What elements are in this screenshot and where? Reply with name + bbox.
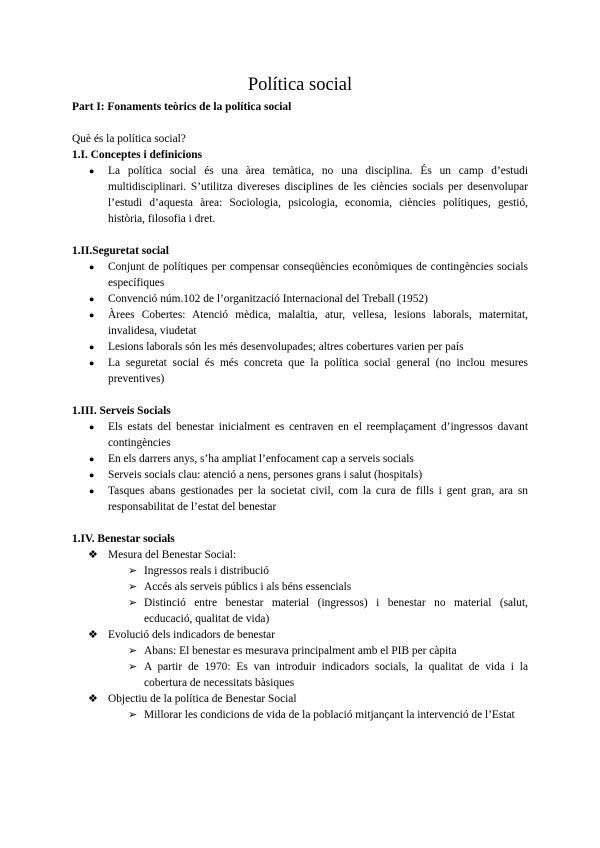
list-item: ● La política social és una àrea temàtica, no una disciplina. És un camp d’estudi multidisciplinari. S’utilitza divereses disciplines de les ciències socials per desenvolupar l’estudi d’aquesta àrea: Sociologia, psicologia, economia, ciències polítiques, gestió, història, filosofia i dret. — [89, 165, 528, 225]
section-1-list — [72, 163, 528, 227]
intro-question: Què és la política social? — [72, 133, 186, 145]
arrow-bullet-icon: ➢ — [128, 661, 138, 673]
bullet-icon: ● — [89, 294, 95, 304]
list-item: ● Lesions laborals són les més desenvolupades; altres cobertures varien per país — [89, 341, 464, 353]
bullet-icon: ● — [89, 262, 95, 272]
arrow-bullet-icon: ➢ — [128, 645, 138, 657]
diamond-bullet-icon: ❖ — [88, 549, 98, 561]
list-item: ● La seguretat social és més concreta que la política social general (no inclou mesures preventives) — [89, 357, 528, 385]
list-item: ● Convenció núm.102 de l’organització Internacional del Treball (1952) — [89, 293, 428, 305]
list-item: ● Tasques abans gestionades per la societat civil, com la cura de fills i gent gran, ara sn responsabilitat de l’estat del benestar — [89, 485, 528, 513]
section-3-list — [72, 419, 528, 515]
bullet-icon: ● — [89, 470, 95, 480]
section-heading-2: 1.II.Seguretat social — [72, 245, 169, 257]
list-item: ● Àrees Cobertes: Atenció mèdica, malaltia, atur, vellesa, lesions laborals, maternitat, invalidesa, viudetat — [89, 309, 528, 337]
section-heading-1: 1.I. Conceptes i definicions — [72, 149, 203, 161]
bullet-icon: ● — [89, 454, 95, 464]
bullet-icon: ● — [89, 422, 95, 432]
list-item: ➢ Accés als serveis públics i als béns essencials — [128, 581, 352, 593]
section-heading-4: 1.IV. Benestar socials — [72, 533, 175, 545]
list-item: ● Serveis socials clau: atenció a nens, persones grans i salut (hospitals) — [89, 469, 423, 481]
bullet-icon: ● — [89, 486, 95, 496]
list-item: ● Conjunt de polítiques per compensar conseqüències econòmiques de contingències socials específiques — [89, 261, 528, 289]
list-item: ❖ Mesura del Benestar Social: — [88, 549, 237, 561]
list-item: ➢ A partir de 1970: Es van introduir indicadors socials, la qualitat de vida i la cobertura de necessitats bàsiques — [128, 661, 528, 689]
section-2-list — [72, 259, 528, 387]
list-item: ➢ Abans: El benestar es mesurava principalment amb el PIB per càpita — [128, 645, 457, 657]
list-item: ➢ Distinció entre benestar material (ingressos) i benestar no material (salut, ecducació, qualitat de vida) — [128, 597, 528, 625]
list-item: ➢ Millorar les condicions de vida de la població mitjançant la intervenció de l’Estat — [128, 709, 515, 721]
list-item: ● En els darrers anys, s’ha ampliat l’enfocament cap a serveis socials — [89, 453, 414, 465]
part-heading: Part I: Fonaments teòrics de la política social — [72, 101, 292, 113]
bullet-icon: ● — [89, 166, 95, 176]
diamond-bullet-icon: ❖ — [88, 629, 98, 641]
arrow-bullet-icon: ➢ — [128, 597, 138, 609]
arrow-bullet-icon: ➢ — [128, 581, 138, 593]
section-heading-3: 1.III. Serveis Socials — [72, 405, 171, 417]
list-item: ➢ Ingressos reals i distribució — [128, 565, 269, 577]
diamond-bullet-icon: ❖ — [88, 693, 98, 705]
bullet-icon: ● — [89, 310, 95, 320]
list-item: ● Els estats del benestar inicialment es centraven en el reemplaçament d’ingressos davant contingències — [89, 421, 528, 449]
document-body — [72, 99, 528, 723]
list-item: ❖ Evolució dels indicadors de benestar — [88, 629, 276, 641]
document-title: Política social — [247, 75, 353, 95]
arrow-bullet-icon: ➢ — [128, 565, 138, 577]
section-4-list — [72, 547, 528, 723]
list-item: ❖ Objectiu de la política de Benestar Social — [88, 693, 297, 705]
arrow-bullet-icon: ➢ — [128, 709, 138, 721]
bullet-icon: ● — [89, 342, 95, 352]
bullet-icon: ● — [89, 358, 95, 368]
